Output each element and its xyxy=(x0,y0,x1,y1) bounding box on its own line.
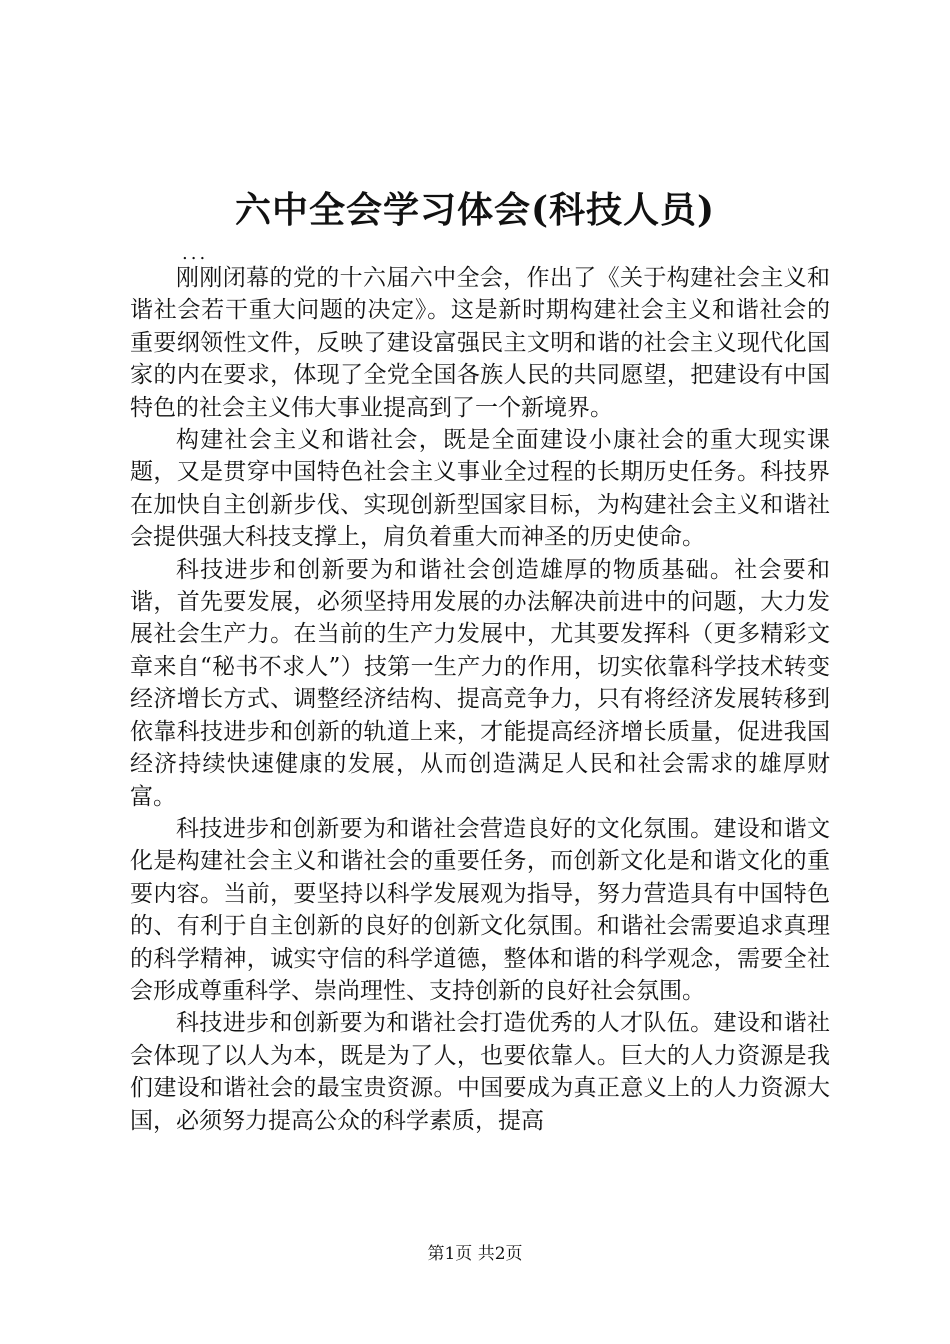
paragraph: 刚刚闭幕的党的十六届六中全会，作出了《关于构建社会主义和谐社会若干重大问题的决定》。这是新时期构建社会主义和谐社会的重要纲领性文件，反映了建设富强民主文明和谐的社会主义现代化国家的内在要求，体现了全党全国各族人民的共同愿望，把建设有中国特色的社会主义伟大事业提高到了一个新境界。 xyxy=(130,265,830,421)
document-body xyxy=(130,262,830,1137)
paragraph: 科技进步和创新要为和谐社会创造雄厚的物质基础。社会要和谐，首先要发展，必须坚持用发展的办法解决前进中的问题，大力发展社会生产力。在当前的生产力发展中，尤其要发挥科（更多精彩文章来自“秘书不求人”）技第一生产力的作用，切实依靠科学技术转变经济增长方式、调整经济结构、提高竞争力，只有将经济发展转移到依靠科技进步和创新的轨道上来，才能提高经济增长质量，促进我国经济持续快速健康的发展，从而创造满足人民和社会需求的雄厚财富。 xyxy=(130,556,830,810)
page-footer: 第1页 共2页 xyxy=(427,1244,523,1264)
document-title: 六中全会学习体会(科技人员) xyxy=(234,189,716,231)
ellipsis-marker: ... xyxy=(182,243,209,264)
paragraph: 构建社会主义和谐社会，既是全面建设小康社会的重大现实课题，又是贯穿中国特色社会主义事业全过程的长期历史任务。科技界在加快自主创新步伐、实现创新型国家目标，为构建社会主义和谐社会提供强大科技支撑上，肩负着重大而神圣的历史使命。 xyxy=(130,427,830,551)
paragraph: 科技进步和创新要为和谐社会打造优秀的人才队伍。建设和谐社会体现了以人为本，既是为了人，也要依靠人。巨大的人力资源是我们建设和谐社会的最宝贵资源。中国要成为真正意义上的人力资源大国，必须努力提高公众的科学素质，提高 xyxy=(130,1010,830,1134)
paragraph: 科技进步和创新要为和谐社会营造良好的文化氛围。建设和谐文化是构建社会主义和谐社会的重要任务，而创新文化是和谐文化的重要内容。当前，要坚持以科学发展观为指导，努力营造具有中国特色的、有利于自主创新的良好的创新文化氛围。和谐社会需要追求真理的科学精神，诚实守信的科学道德，整体和谐的科学观念，需要全社会形成尊重科学、崇尚理性、支持创新的良好社会氛围。 xyxy=(130,815,830,1004)
